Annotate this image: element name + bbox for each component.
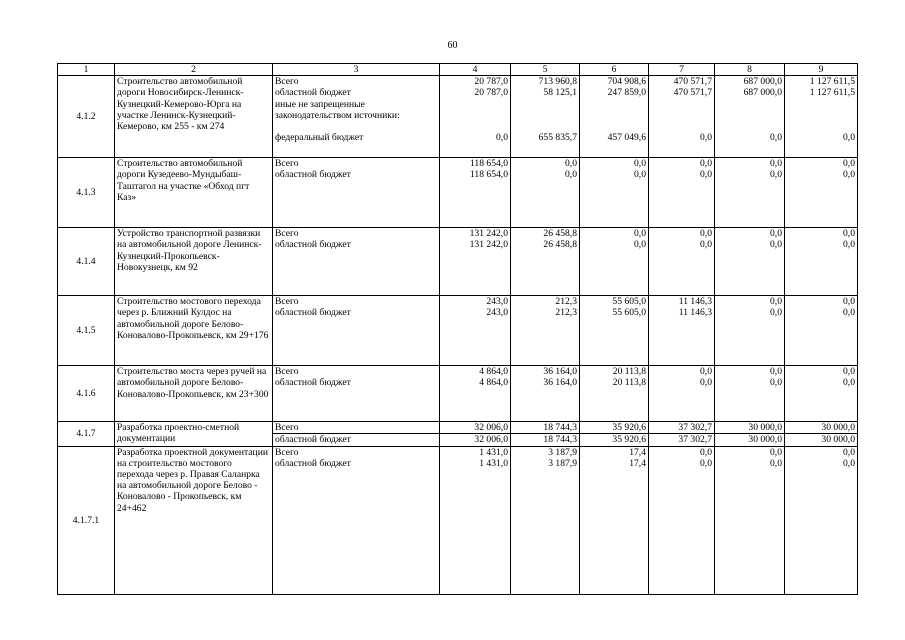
value-cell xyxy=(511,158,580,228)
value-line: 0,0 xyxy=(700,446,712,458)
value-line: 17,4 xyxy=(629,446,646,458)
value-line: 131 242,0 xyxy=(469,228,508,240)
table-row xyxy=(58,158,858,228)
budget-table xyxy=(57,63,858,595)
value-line: 11 146,3 xyxy=(678,296,712,308)
value-line: 0,0 xyxy=(843,307,855,319)
header-row xyxy=(58,64,858,76)
value-line xyxy=(582,99,646,133)
value-cell: 30 000,0 xyxy=(715,434,785,446)
value-cell xyxy=(649,446,715,594)
value-cell xyxy=(440,446,511,594)
table-row xyxy=(58,446,858,594)
value-line: 0,0 xyxy=(700,457,712,469)
value-cell: 37 302,7 xyxy=(649,422,715,434)
value-line: 0,0 xyxy=(770,366,782,378)
funding-source: областной бюджет xyxy=(275,457,351,469)
value-line: 118 654,0 xyxy=(469,158,508,170)
value-line: 131 242,0 xyxy=(469,239,508,251)
funding-source: Всего xyxy=(273,422,440,434)
item-code: 4.1.7 xyxy=(58,422,115,446)
value-cell xyxy=(580,228,649,296)
value-cell xyxy=(649,158,715,228)
value-cell xyxy=(649,76,715,158)
value-line: 118 654,0 xyxy=(469,169,508,181)
value-line: 0,0 xyxy=(770,169,782,181)
value-cell: 32 006,0 xyxy=(440,422,511,434)
value-line: 58 125,1 xyxy=(543,87,577,99)
column-header: 8 xyxy=(715,64,785,76)
page-number: 60 xyxy=(447,40,458,51)
value-line xyxy=(717,99,782,133)
item-name: Строительство автомобильной дороги Кузедеево-Мундыбаш-Таштагол на участке «Обход пгт Каз» xyxy=(115,158,273,228)
value-line: 36 164,0 xyxy=(543,377,577,389)
value-line: 1 127 611,5 xyxy=(809,76,855,88)
value-line xyxy=(442,99,508,133)
value-line: 704 908,6 xyxy=(607,76,646,88)
item-code: 4.1.3 xyxy=(58,158,115,228)
item-code: 4.1.6 xyxy=(58,366,115,422)
funding-source: областной бюджет xyxy=(275,169,351,181)
item-name: Разработка проектно-сметной документации xyxy=(115,422,273,446)
value-line xyxy=(787,99,855,133)
column-header: 9 xyxy=(785,64,858,76)
value-line: 0,0 xyxy=(770,307,782,319)
value-line: 0,0 xyxy=(843,377,855,389)
item-name: Строительство мостового перехода через р. Ближний Кулдос на автомобильной дороге Белово-Коновалово-Прокопьевск, км 29+176 xyxy=(115,296,273,366)
value-cell xyxy=(580,446,649,594)
value-line: 0,0 xyxy=(770,457,782,469)
value-cell xyxy=(580,76,649,158)
value-line: 0,0 xyxy=(770,296,782,308)
value-line: 0,0 xyxy=(843,169,855,181)
value-line: 0,0 xyxy=(565,158,577,170)
value-line: 26 458,8 xyxy=(543,239,577,251)
value-cell xyxy=(785,296,858,366)
value-line: 457 049,6 xyxy=(607,132,646,144)
value-cell xyxy=(715,446,785,594)
value-cell: 18 744,3 xyxy=(511,434,580,446)
value-line: 687 000,0 xyxy=(743,87,782,99)
value-line xyxy=(651,99,712,133)
funding-source: областной бюджет xyxy=(275,307,351,319)
funding-sources xyxy=(273,296,440,366)
value-cell xyxy=(440,228,511,296)
column-header: 7 xyxy=(649,64,715,76)
value-line: 3 187,9 xyxy=(548,457,577,469)
value-line: 0,0 xyxy=(843,446,855,458)
item-name: Устройство транспортной развязки на автомобильной дороге Ленинск-Кузнецкий-Прокопьевск-Новокузнецк, км 92 xyxy=(115,228,273,296)
value-line: 0,0 xyxy=(843,239,855,251)
value-line: 0,0 xyxy=(770,228,782,240)
value-line: 0,0 xyxy=(770,446,782,458)
funding-source: областной бюджет xyxy=(275,239,351,251)
value-line: 470 571,7 xyxy=(673,87,712,99)
funding-source: Всего xyxy=(275,228,299,240)
funding-source: федеральный бюджет xyxy=(275,131,364,143)
value-cell xyxy=(785,446,858,594)
value-cell xyxy=(785,158,858,228)
value-line: 0,0 xyxy=(770,377,782,389)
value-line: 655 835,7 xyxy=(538,132,577,144)
value-cell: 30 000,0 xyxy=(785,422,858,434)
table-row xyxy=(58,422,858,434)
value-line: 0,0 xyxy=(496,132,508,144)
value-line: 0,0 xyxy=(770,158,782,170)
value-line: 1 127 611,5 xyxy=(809,87,855,99)
value-line: 0,0 xyxy=(843,132,855,144)
value-line: 0,0 xyxy=(634,228,646,240)
value-line: 4 864,0 xyxy=(479,366,508,378)
value-line: 0,0 xyxy=(700,228,712,240)
value-line: 0,0 xyxy=(700,132,712,144)
value-line: 0,0 xyxy=(770,132,782,144)
value-line: 0,0 xyxy=(634,158,646,170)
column-header: 5 xyxy=(511,64,580,76)
column-header: 4 xyxy=(440,64,511,76)
value-line: 0,0 xyxy=(700,169,712,181)
value-line: 0,0 xyxy=(843,366,855,378)
value-line: 470 571,7 xyxy=(673,76,712,88)
value-cell: 32 006,0 xyxy=(440,434,511,446)
value-line: 687 000,0 xyxy=(743,76,782,88)
table-row xyxy=(58,228,858,296)
funding-source: Всего xyxy=(275,446,299,458)
value-line: 0,0 xyxy=(770,239,782,251)
funding-sources xyxy=(273,158,440,228)
funding-source: областной бюджет xyxy=(275,87,351,99)
value-cell xyxy=(785,366,858,422)
value-cell xyxy=(715,76,785,158)
item-name: Строительство моста через ручей на автомобильной дороге Белово-Коновалово-Прокопьевск, км 23+300 xyxy=(115,366,273,422)
funding-sources xyxy=(273,366,440,422)
value-line: 0,0 xyxy=(565,169,577,181)
value-cell xyxy=(580,296,649,366)
value-line: 4 864,0 xyxy=(479,377,508,389)
value-line: 20 787,0 xyxy=(474,87,508,99)
value-cell xyxy=(715,366,785,422)
value-cell xyxy=(511,296,580,366)
value-line: 36 164,0 xyxy=(543,366,577,378)
funding-source: иные не запрещенные законодательством источники: xyxy=(275,98,400,121)
value-cell xyxy=(511,228,580,296)
value-cell xyxy=(580,366,649,422)
value-line: 0,0 xyxy=(843,158,855,170)
funding-source: Всего xyxy=(275,76,299,88)
value-cell xyxy=(715,158,785,228)
value-line: 55 605,0 xyxy=(612,296,646,308)
value-line: 0,0 xyxy=(843,457,855,469)
value-line: 1 431,0 xyxy=(479,457,508,469)
value-line: 55 605,0 xyxy=(612,307,646,319)
value-line: 11 146,3 xyxy=(678,307,712,319)
value-cell xyxy=(715,296,785,366)
value-line xyxy=(513,99,577,133)
funding-source: Всего xyxy=(275,296,299,308)
value-cell xyxy=(511,76,580,158)
item-code: 4.1.2 xyxy=(58,76,115,158)
value-cell xyxy=(511,446,580,594)
value-cell xyxy=(649,366,715,422)
item-code: 4.1.7.1 xyxy=(58,446,115,594)
item-name: Разработка проектной документации на строительство мостового перехода через р. Правая Саланрка на автомобильной дороге Белово - Коновалово - Прокопьевск, км 24+462 xyxy=(115,446,273,594)
value-cell xyxy=(511,366,580,422)
value-line: 0,0 xyxy=(700,377,712,389)
value-cell: 35 920,6 xyxy=(580,422,649,434)
value-line: 1 431,0 xyxy=(479,446,508,458)
value-line: 243,0 xyxy=(486,307,508,319)
value-cell: 37 302,7 xyxy=(649,434,715,446)
value-cell xyxy=(440,76,511,158)
value-line: 17,4 xyxy=(629,457,646,469)
column-header: 2 xyxy=(115,64,273,76)
funding-sources xyxy=(273,446,440,594)
funding-sources xyxy=(273,76,440,158)
funding-source: областной бюджет xyxy=(273,434,440,446)
value-cell xyxy=(649,228,715,296)
item-code: 4.1.5 xyxy=(58,296,115,366)
column-header: 6 xyxy=(580,64,649,76)
table-row xyxy=(58,296,858,366)
funding-source: Всего xyxy=(275,366,299,378)
value-line: 0,0 xyxy=(700,366,712,378)
value-line: 0,0 xyxy=(843,296,855,308)
value-cell xyxy=(440,296,511,366)
value-line: 0,0 xyxy=(634,239,646,251)
table-row xyxy=(58,366,858,422)
value-cell xyxy=(649,296,715,366)
value-line: 212,3 xyxy=(555,296,577,308)
item-name: Строительство автомобильной дороги Новосибирск-Ленинск-Кузнецкий-Кемерово-Юрга на участке Ленинск-Кузнецкий-Кемерово, км 255 - км 274 xyxy=(115,76,273,158)
value-line: 0,0 xyxy=(700,158,712,170)
funding-sources xyxy=(273,228,440,296)
table-row xyxy=(58,76,858,158)
value-cell xyxy=(715,228,785,296)
value-line: 0,0 xyxy=(634,169,646,181)
value-line: 0,0 xyxy=(843,228,855,240)
funding-source: Всего xyxy=(275,158,299,170)
value-cell xyxy=(580,158,649,228)
value-cell: 18 744,3 xyxy=(511,422,580,434)
column-header: 1 xyxy=(58,64,115,76)
value-line: 243,0 xyxy=(486,296,508,308)
value-line: 20 787,0 xyxy=(474,76,508,88)
value-cell: 30 000,0 xyxy=(715,422,785,434)
value-line: 0,0 xyxy=(700,239,712,251)
value-line: 26 458,8 xyxy=(543,228,577,240)
value-line: 20 113,8 xyxy=(612,366,646,378)
column-header: 3 xyxy=(273,64,440,76)
value-line: 20 113,8 xyxy=(612,377,646,389)
value-cell xyxy=(440,366,511,422)
value-line: 3 187,9 xyxy=(548,446,577,458)
value-line: 713 960,8 xyxy=(538,76,577,88)
value-cell xyxy=(785,228,858,296)
value-line: 247 859,0 xyxy=(607,87,646,99)
value-cell xyxy=(440,158,511,228)
funding-source: областной бюджет xyxy=(275,377,351,389)
item-code: 4.1.4 xyxy=(58,228,115,296)
value-line: 212,3 xyxy=(555,307,577,319)
value-cell: 30 000,0 xyxy=(785,434,858,446)
value-cell: 35 920,6 xyxy=(580,434,649,446)
value-cell xyxy=(785,76,858,158)
